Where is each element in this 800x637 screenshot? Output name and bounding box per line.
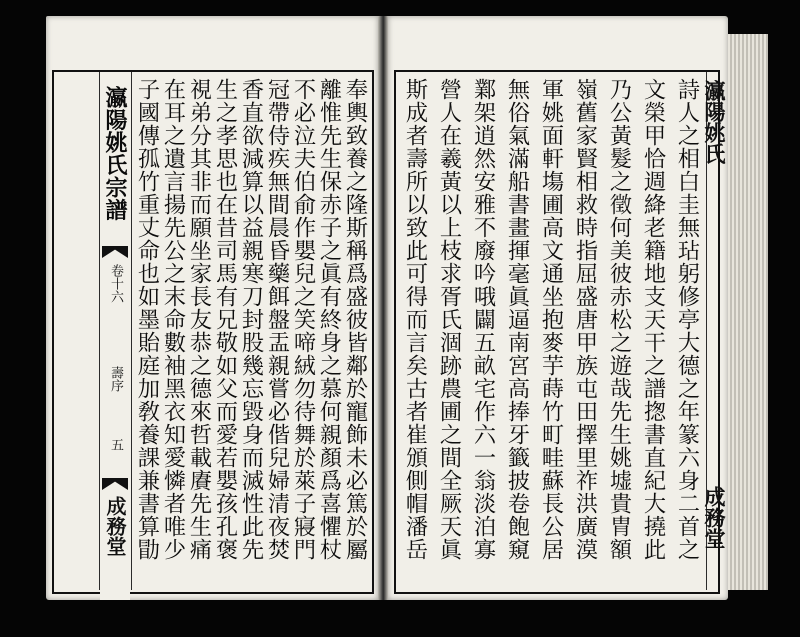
left-text-columns bbox=[132, 78, 366, 590]
text-column: 冠帶侍疾無間晨昏藥餌盤盂親嘗必偕兒婦清夜焚 bbox=[264, 78, 290, 561]
genealogy-title: 瀛陽姚氏宗譜 bbox=[102, 86, 128, 221]
leaf-number: 五 bbox=[108, 438, 123, 451]
fishtail-mark-bottom bbox=[102, 478, 128, 490]
text-column: 香直欲減算以益親寒刀封股幾忘毀身而滅性此先 bbox=[238, 78, 264, 561]
book-gutter bbox=[378, 16, 388, 600]
right-text-columns bbox=[402, 78, 702, 590]
text-column: 營人在羲黃以上枝求胥氏涸跡農圃之間全厥天眞 bbox=[436, 78, 462, 561]
left-page bbox=[46, 16, 378, 600]
text-column: 無俗氣滿船書畫揮毫眞逼南宮高捧牙籤披卷飽窺 bbox=[504, 78, 530, 561]
text-column: 子國傳孤竹重丈命也如墨貽庭加敎養課兼書算勖 bbox=[134, 78, 160, 561]
text-column: 生之孝思也在昔司馬有兄敬如父而愛若嬰孩孔褒 bbox=[212, 78, 238, 561]
edge-hall-fragment: 成務堂 bbox=[702, 486, 727, 549]
edge-title-fragment: 瀛陽姚氏 bbox=[702, 80, 727, 164]
text-column: 乃公黃髮之徵何美彼赤松之遊哉先生姚墟貴胄額 bbox=[606, 78, 632, 561]
fishtail-mark-top bbox=[102, 246, 128, 258]
hall-name: 成務堂 bbox=[103, 496, 127, 556]
text-column: 鄴架逍然安雅不廢吟哦闢五畝宅作六一翁淡泊寡 bbox=[470, 78, 496, 561]
text-column: 詩人之相白圭無玷躬修亭大德之年篆六身二首之 bbox=[674, 78, 700, 561]
text-column: 奉輿致養之隆斯稱爲盛彼皆鄰於寵飾未必篤於屬 bbox=[342, 78, 368, 561]
right-page bbox=[388, 16, 728, 600]
text-column: 在耳之遺言揚先公之末命數袖黑衣知愛憐者唯少 bbox=[160, 78, 186, 561]
text-column: 不必泣夫伯俞作嬰兒之笑啼絨勿待舞於萊子寢門 bbox=[290, 78, 316, 561]
page-stack-edge bbox=[728, 34, 768, 590]
page-center-band bbox=[100, 86, 130, 600]
text-column: 斯成者壽所以致此可得而言矣古者崔頒側帽潘岳 bbox=[402, 78, 428, 561]
band-rule-left bbox=[99, 72, 100, 590]
text-column: 離惟先生保赤子之眞有終身之慕何親顏爲喜懼杖 bbox=[316, 78, 342, 561]
volume-label: 卷十六 bbox=[108, 264, 123, 303]
text-column: 文榮甲恰週絳老籍地支天干之譜揔書直紀大撓此 bbox=[640, 78, 666, 561]
section-label: 壽序 bbox=[108, 366, 123, 392]
text-column: 軍姚面軒塲圃高文通坐抱麥芋蒔竹町畦蘇長公居 bbox=[538, 78, 564, 561]
text-column: 視弟分其非而願坐家長友恭之德來哲載賡先生痛 bbox=[186, 78, 212, 561]
text-column: 嶺舊家賢相救時指屈盛唐甲族屯田擇里祚洪廣漠 bbox=[572, 78, 598, 561]
